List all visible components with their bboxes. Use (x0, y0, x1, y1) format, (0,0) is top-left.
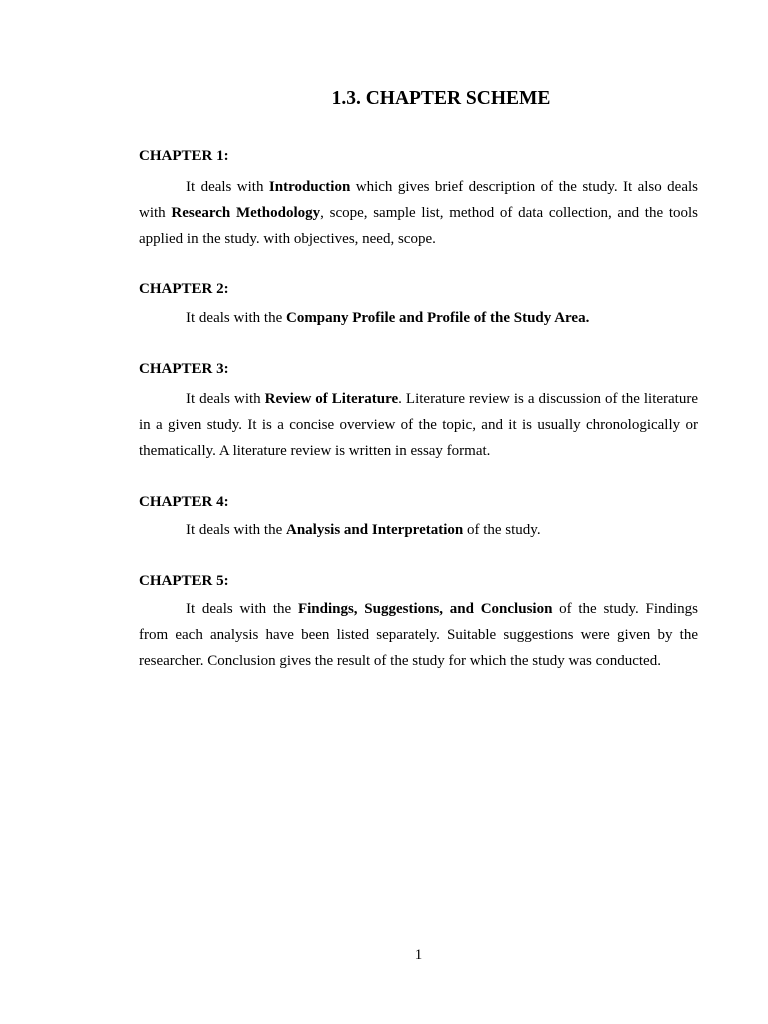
chapter-1-topic-methodology: Research Methodology (171, 205, 321, 221)
chapter-5-heading: CHAPTER 5: (139, 573, 229, 589)
chapter-2-description (139, 305, 698, 331)
chapter-4-topic: Analysis and Interpretation (285, 522, 464, 538)
chapter-4-text-end: of the study. (463, 522, 541, 538)
chapter-5-text-end: of the study. Findings from each analysis have been listed separately. Suitable suggestions were given by the researcher. Conclusion gives the result of the study for which the study was conducted. (139, 601, 698, 669)
chapter-1-text-end: , scope, sample list, method of data collection, and the tools applied in the study. with objectives, need, scope. (139, 205, 698, 247)
chapter-3-text-end: . Literature review is a discussion of the literature in a given study. It is a concise overview of the topic, and it is usually chronologically or thematically. A literature review is written in essay format. (139, 391, 698, 459)
chapter-1-description (139, 174, 698, 252)
chapter-4-description (139, 517, 698, 543)
chapter-2-text-start: It deals with the (186, 310, 286, 326)
chapter-3-description (139, 386, 698, 464)
chapter-1-topic-introduction: Introduction (268, 179, 351, 195)
chapter-1-heading: CHAPTER 1: (139, 148, 229, 164)
chapter-5-topic: Findings, Suggestions, and Conclusion (297, 601, 553, 617)
chapter-3-text-start: It deals with (186, 391, 265, 407)
chapter-3-heading: CHAPTER 3: (139, 361, 229, 377)
chapter-2-topic: Company Profile and Profile of the Study Area. (285, 310, 590, 326)
chapter-1-text-mid: which gives brief description of the study. It also deals with (139, 179, 698, 221)
chapter-1-text-start: It deals with (186, 179, 269, 195)
document-page (139, 0, 698, 1024)
page-title: 1.3. CHAPTER SCHEME (331, 88, 551, 109)
chapter-5-description (139, 596, 698, 674)
page-number: 1 (414, 947, 423, 963)
chapter-4-text-start: It deals with the (186, 522, 286, 538)
chapter-4-heading: CHAPTER 4: (139, 494, 229, 510)
chapter-2-heading: CHAPTER 2: (139, 281, 229, 297)
chapter-3-topic: Review of Literature (264, 391, 399, 407)
chapter-5-text-start: It deals with the (186, 601, 298, 617)
